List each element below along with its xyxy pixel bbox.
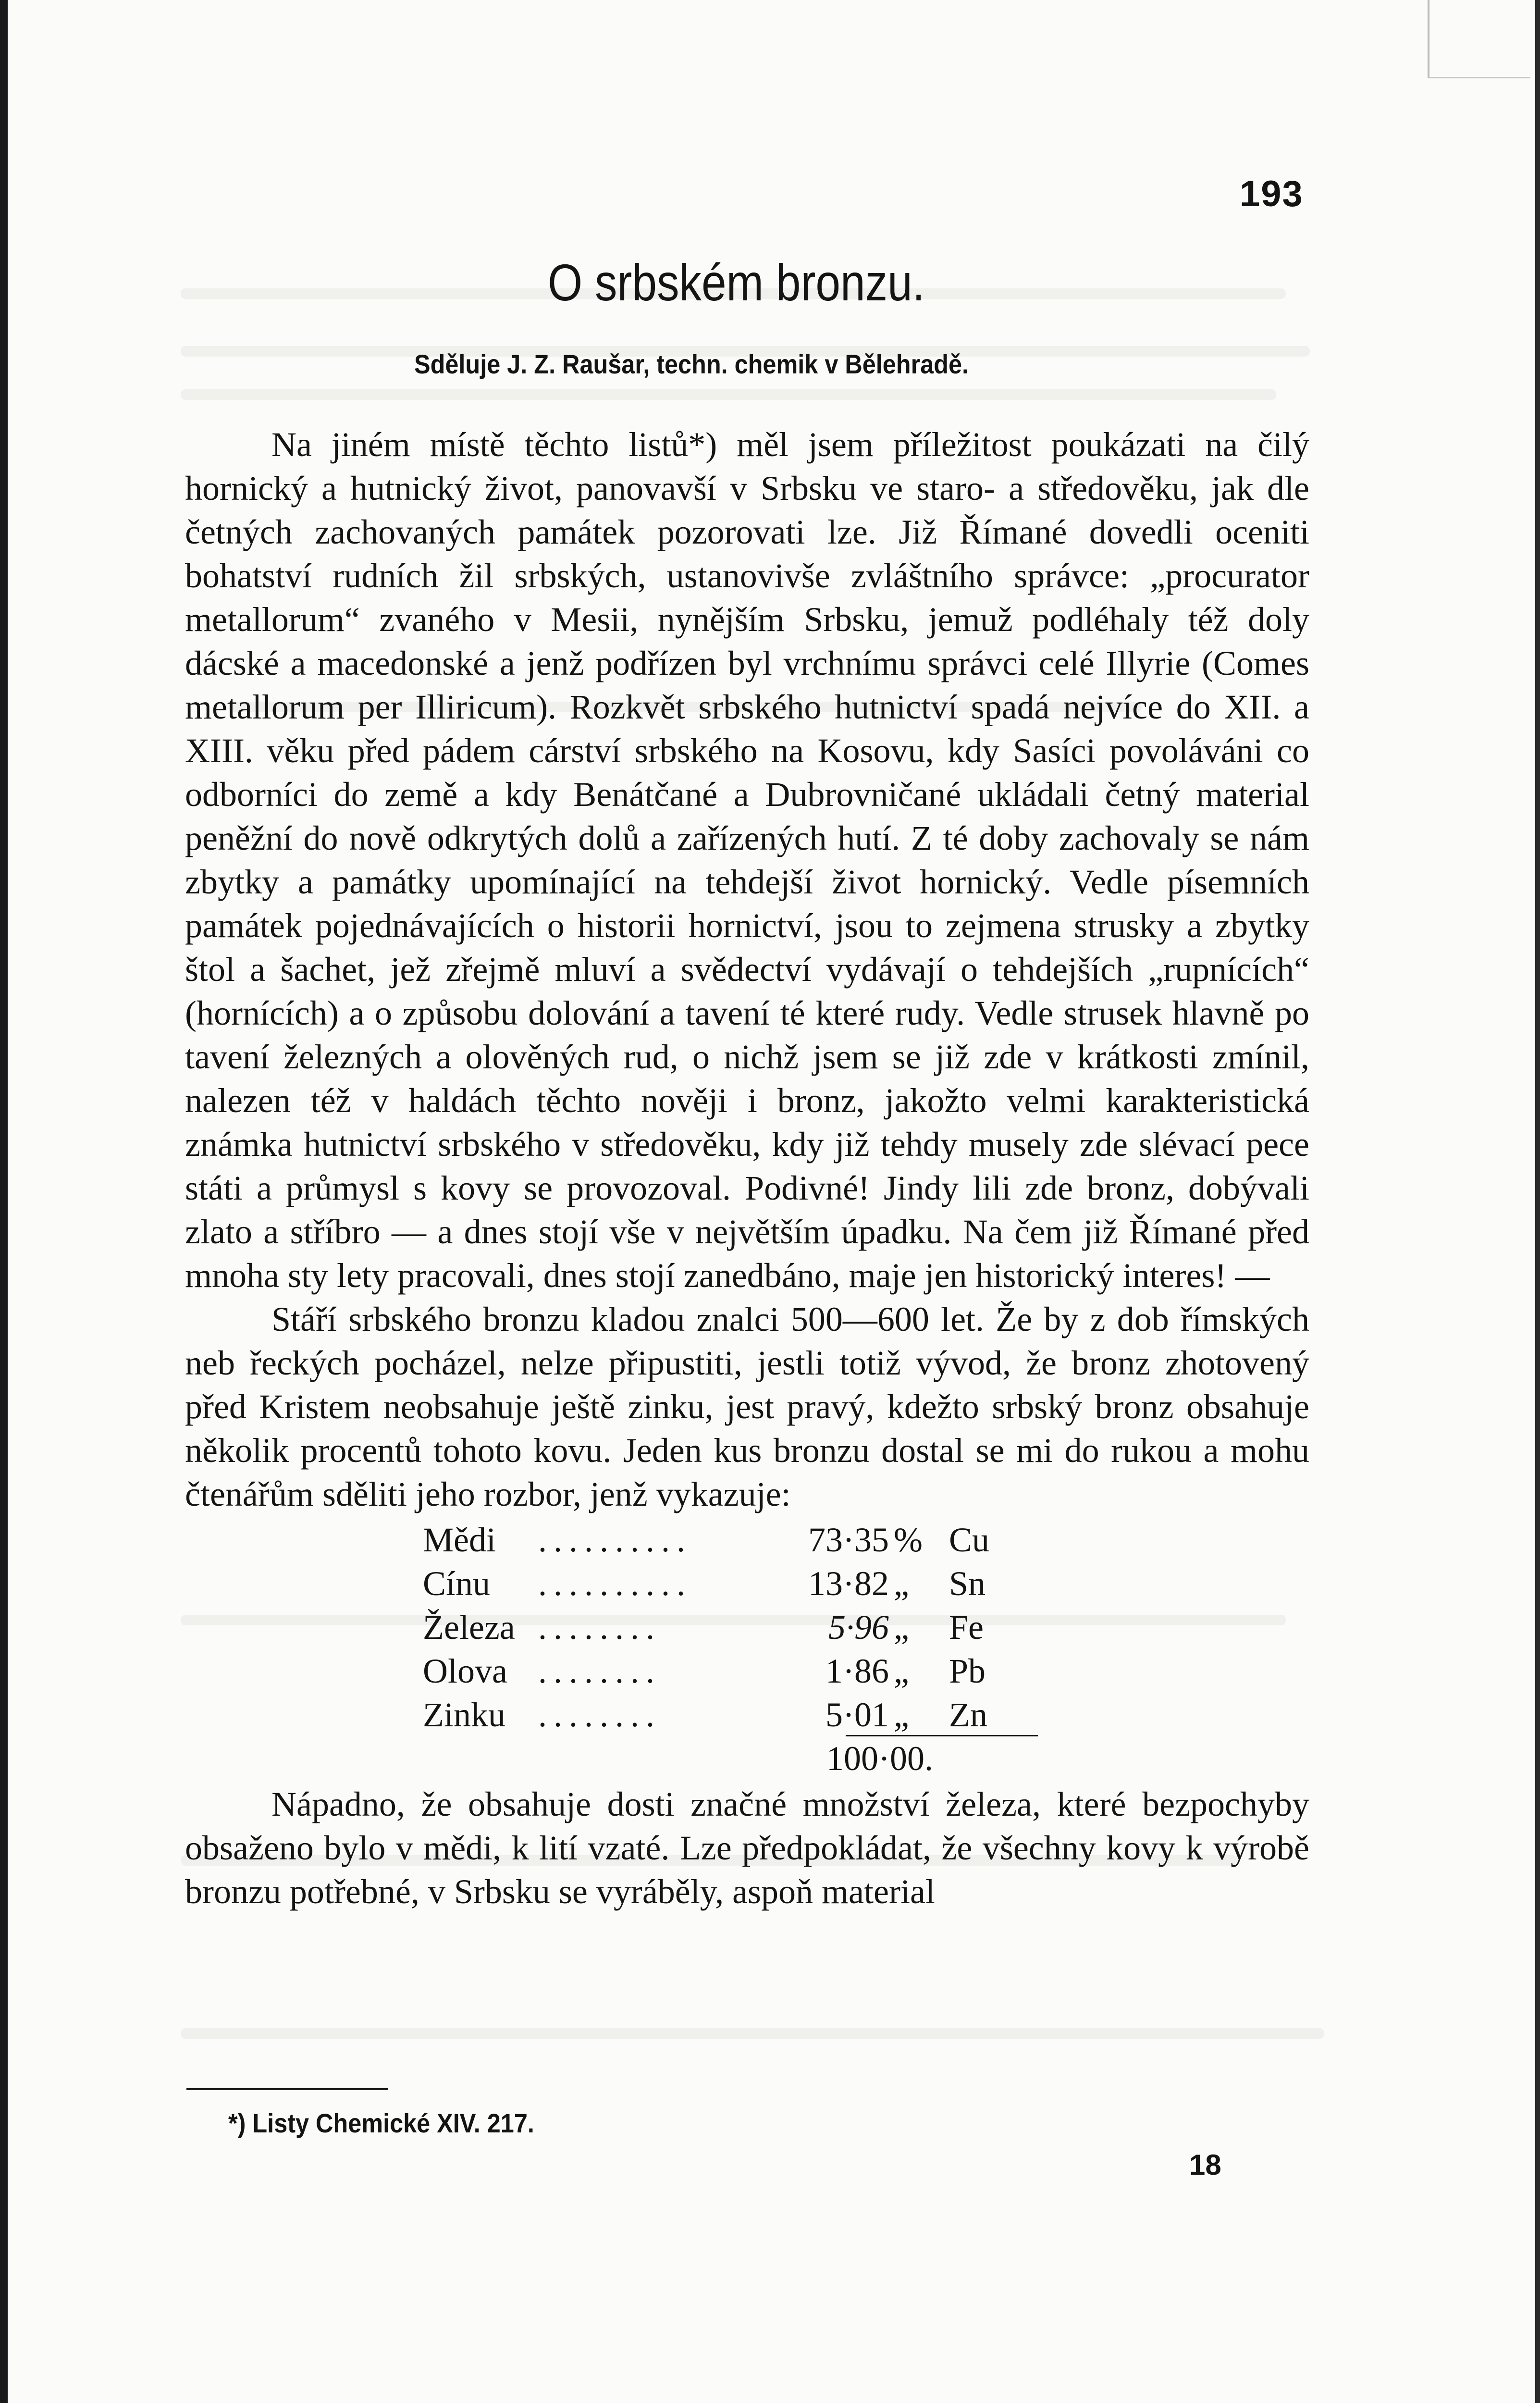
element-name: Cínu bbox=[423, 1564, 491, 1603]
byline: Sděluje J. Z. Raušar, techn. chemik v Bělehradě. bbox=[414, 349, 969, 379]
analysis-table bbox=[423, 1518, 1096, 1781]
element-symbol: Sn bbox=[949, 1564, 986, 1603]
element-name: Železa bbox=[423, 1608, 515, 1647]
paragraph-3: Nápadno, že obsahuje dosti značné množství železa, které bezpochyby obsaženo bylo v mědi, k lití vzaté. Lze předpokládat, že všechny kovy k výrobě bronzu potřebné, v Srbsku se vyráběly, aspoň material bbox=[185, 1785, 1309, 1911]
analysis-row bbox=[423, 1518, 1096, 1562]
element-symbol: Zn bbox=[949, 1696, 987, 1734]
element-unit: „ bbox=[894, 1608, 909, 1647]
analysis-total-row bbox=[423, 1737, 1096, 1781]
analysis-row bbox=[423, 1649, 1096, 1693]
corner-mark bbox=[1428, 0, 1530, 78]
element-value: 5·01 bbox=[825, 1696, 889, 1734]
page-number: 193 bbox=[1240, 173, 1304, 214]
leader-dots: .......... bbox=[538, 1521, 692, 1559]
element-unit: „ bbox=[894, 1564, 909, 1603]
element-value: 1·86 bbox=[825, 1652, 889, 1690]
element-name: Mědi bbox=[423, 1521, 496, 1559]
element-value: 73·35 bbox=[808, 1521, 889, 1559]
element-symbol: Fe bbox=[949, 1608, 984, 1647]
footnote-rule bbox=[186, 2088, 388, 2090]
element-symbol: Pb bbox=[949, 1652, 986, 1690]
article-title: O srbském bronzu. bbox=[548, 253, 925, 311]
footnote: *) Listy Chemické XIV. 217. bbox=[228, 2108, 534, 2138]
paragraph-1: Na jiném místě těchto listů*) měl jsem příležitost poukázati na čilý hornický a hutnický život, panovavší v Srbsku ve staro- a středověku, jak dle četných zachovaných památek pozorovati lze. Již Římané dovedli oceniti bohatství rudních žil srbských, ustanovivše zvláštního správce: „procurator metallorum“ zvaného v Mesii, nynějším Srbsku, jemuž podléhaly též doly dácské a macedonské a jenž podřízen byl vrchnímu správci celé Illyrie (Comes metallorum per Illiricum). Rozkvět srbského hutnictví spadá nejvíce do XII. a XIII. věku před pádem cárství srbského na Kosovu, kdy Sasíci povoláváni co odborníci do země a kdy Benátčané a Dubrovničané ukládali četný material peněžní do nově odkrytých dolů a zařízených hutí. Z té doby zachovaly se nám zbytky a památky upomínající na tehdejší život hornický. Vedle písemních památek pojednávajících o historii hornictví, jsou to zejmena strusky a zbytky štol a šachet, jež zřejmě mluví a svědectví vydávají o tehdejších „rupnících“ (hornících) a o způsobu dolování a tavení té které rudy. Vedle strusek hlavně po tavení železných a olověných rud, o nichž jsem se již zde v krátkosti zmínil, nalezen též v haldách těchto nověji i bronz, jakožto velmi karakteristická známka hutnictví srbského v středověku, kdy již tehdy musely zde slévací pece státi a průmysl s kovy se provozoval. Podivné! Jindy lili zde bronz, dobývali zlato a stříbro — a dnes stojí vše v největším úpadku. Na čem již Římané před mnoha sty lety pracovali, dnes stojí zanedbáno, maje jen historický interes! — bbox=[185, 425, 1309, 1295]
element-symbol: Cu bbox=[949, 1521, 990, 1559]
element-name: Olova bbox=[423, 1652, 507, 1690]
analysis-row bbox=[423, 1606, 1096, 1649]
scan-edge-right bbox=[1535, 0, 1540, 2403]
article-body bbox=[185, 423, 1309, 1914]
element-value: 5·96 bbox=[828, 1608, 889, 1647]
element-unit: „ bbox=[894, 1652, 909, 1690]
analysis-row bbox=[423, 1562, 1096, 1606]
paragraph-2: Stáří srbského bronzu kladou znalci 500—600 let. Že by z dob římských neb řeckých pocházel, nelze připustiti, jestli totiž vývod, že bronz zhotovený před Kristem neobsahuje ještě zinku, jest pravý, kdežto srbský bronz obsahuje několik procentů tohoto kovu. Jeden kus bronzu dostal se mi do rukou a mohu čtenářům sděliti jeho rozbor, jenž vykazuje: bbox=[185, 1300, 1309, 1513]
signature-mark: 18 bbox=[1189, 2149, 1221, 2181]
element-unit: „ bbox=[894, 1696, 909, 1734]
leader-dots: .......... bbox=[538, 1564, 692, 1603]
analysis-row bbox=[423, 1693, 1096, 1737]
leader-dots: ........ bbox=[538, 1652, 661, 1690]
element-value: 13·82 bbox=[808, 1564, 889, 1603]
leader-dots: ........ bbox=[538, 1696, 661, 1734]
analysis-total: 100·00. bbox=[826, 1739, 933, 1778]
sum-rule bbox=[846, 1735, 1038, 1736]
element-name: Zinku bbox=[423, 1696, 505, 1734]
element-unit: % bbox=[894, 1521, 923, 1559]
leader-dots: ........ bbox=[538, 1608, 661, 1647]
scan-edge-left bbox=[0, 0, 8, 2403]
